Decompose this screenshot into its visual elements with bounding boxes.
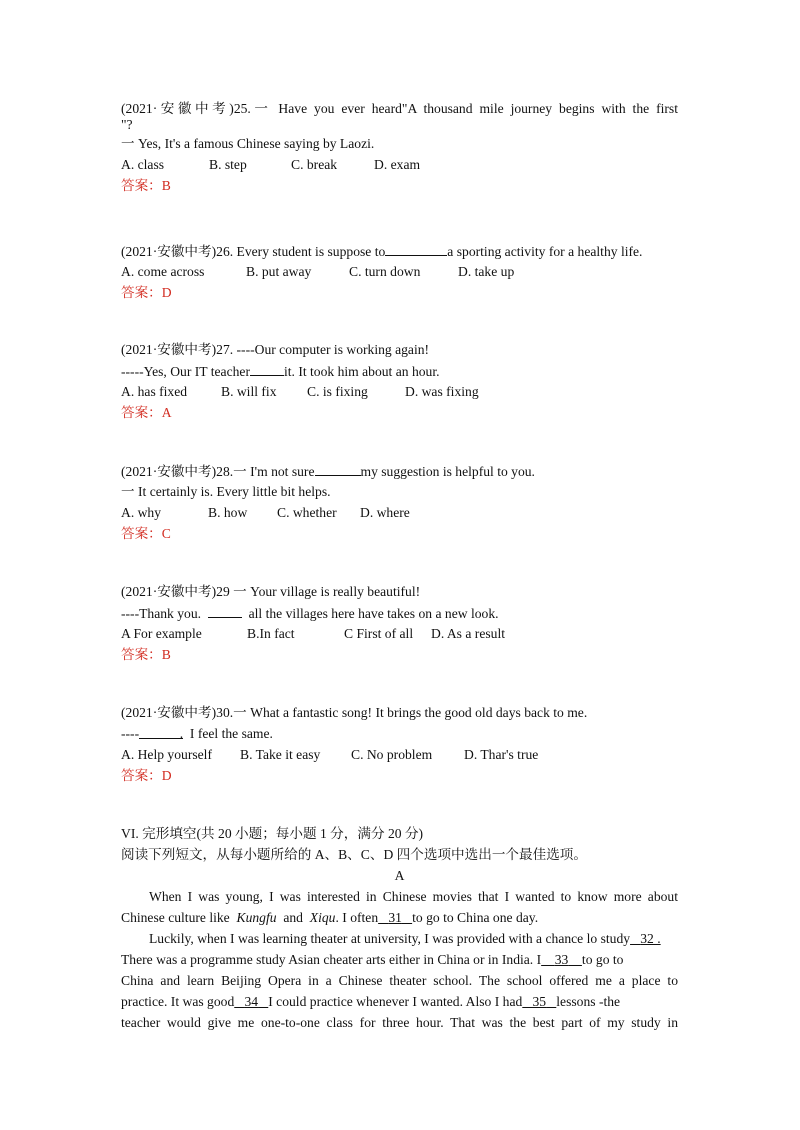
question-28 <box>121 460 678 544</box>
q29-text-post: all the villages here have takes on a new look. <box>248 606 499 621</box>
p1-xiqu: Xiqu <box>309 910 336 925</box>
q30-option-c: C. No problem <box>351 747 433 762</box>
question-29 <box>121 581 678 665</box>
q26-option-a: A. come across <box>121 264 205 279</box>
q25-answer: 答案：B <box>121 178 171 193</box>
q25-line1b: "? <box>121 119 133 132</box>
q29-option-c: C First of all <box>344 626 414 641</box>
q26-text-post: a sporting activity for a healthy life. <box>447 244 643 259</box>
q30-answer: 答案：D <box>121 768 172 783</box>
section-cloze <box>121 823 678 1033</box>
q25-option-d: D. exam <box>374 157 421 172</box>
q25-line1: (2021·安徽中考)25.一 Have you ever heard"A thousand mile journey begins with the first <box>121 101 678 116</box>
blank-35-number: 35 <box>532 994 547 1009</box>
passage-p2-line4 <box>121 991 678 1012</box>
p2-line4-c: lessons -the <box>556 994 621 1009</box>
section-title: VI. 完形填空(共 20 小题；每小题 1 分，满分 20 分) <box>121 826 424 841</box>
q30-option-d: D. Thar's true <box>464 747 539 762</box>
q29-line1: (2021·安徽中考)29 一 Your village is really beautiful! <box>121 584 421 599</box>
q27-line1: (2021·安徽中考)27. ----Our computer is working again! <box>121 342 430 357</box>
blank-32 <box>630 931 661 946</box>
passage-p1-line2 <box>121 907 678 928</box>
q26-answer: 答案：D <box>121 285 172 300</box>
p2-line2-tail: to go to <box>581 952 624 967</box>
passage-p2-line2 <box>121 949 678 970</box>
p2-text-a: Luckily, when I was learning theater at university, I was provided with a chance lo study <box>149 931 631 946</box>
q30-options <box>121 744 678 765</box>
q28-text-pre: (2021·安徽中考)28.一 I'm not sure <box>121 464 315 479</box>
p1-kungfu: Kungfu <box>236 910 277 925</box>
q29-option-b: B.In fact <box>247 626 295 641</box>
q28-option-c: C. whether <box>277 505 337 520</box>
q29-blank <box>208 602 242 618</box>
q30-line2 <box>121 723 678 744</box>
q30-text-pre: ---- <box>121 726 140 741</box>
q26-text-pre: (2021·安徽中考)26. Every student is suppose to <box>121 244 386 259</box>
q29-options <box>121 623 678 644</box>
q30-line1: (2021·安徽中考)30.一 What a fantastic song! It brings the good old days back to me. <box>121 705 588 720</box>
q26-option-c: C. turn down <box>349 264 421 279</box>
q29-answer: 答案：B <box>121 647 171 662</box>
q27-answer: 答案：A <box>121 405 172 420</box>
blank-34-number: 34 <box>244 994 259 1009</box>
q29-text-pre: ----Thank you. <box>121 606 202 621</box>
q29-option-a: A For example <box>121 626 202 641</box>
q26-option-b: B. put away <box>246 264 312 279</box>
p1-text-c: to go to China one day. <box>412 910 539 925</box>
q27-option-a: A. has fixed <box>121 384 188 399</box>
q28-option-d: D. where <box>360 505 410 520</box>
q29-line2 <box>121 602 678 623</box>
passage-p2-line5: teacher would give me one-to-one class for three hour. That was the best part of my study in <box>121 1015 678 1030</box>
p2-line4-b: I could practice whenever I wanted. Also I had <box>268 994 523 1009</box>
q25-line2: 一 Yes, It's a famous Chinese saying by Laozi. <box>121 136 375 151</box>
q30-blank: . <box>139 723 183 739</box>
q27-text-pre: -----Yes, Our IT teacher <box>121 364 250 379</box>
question-25 <box>121 98 678 196</box>
q27-option-c: C. is fixing <box>307 384 368 399</box>
p1-and: and <box>283 910 303 925</box>
q28-line1 <box>121 460 678 481</box>
blank-32-number: 32 . <box>640 931 661 946</box>
question-26 <box>121 240 678 303</box>
q25-option-a: A. class <box>121 157 165 172</box>
p1-text-a: Chinese culture like <box>121 910 230 925</box>
blank-33-number: 33 <box>554 952 569 967</box>
q28-options <box>121 502 678 523</box>
q28-text-post: my suggestion is helpful to you. <box>360 464 535 479</box>
q28-line2: 一 It certainly is. Every little bit helps. <box>121 484 331 499</box>
q27-text-post: it. It took him about an hour. <box>283 364 440 379</box>
q27-blank <box>250 360 284 376</box>
p2-line4-a: practice. It was good <box>121 994 235 1009</box>
q26-blank <box>385 240 447 256</box>
p2-line2-text: There was a programme study Asian cheater arts either in China or in India. I <box>121 952 542 967</box>
blank-34 <box>234 994 268 1009</box>
question-27 <box>121 339 678 423</box>
p1-text-b: . I often <box>335 910 379 925</box>
q26-line1 <box>121 240 678 261</box>
q27-options <box>121 381 678 402</box>
passage-p2-line3: China and learn Beijing Opera in a Chinese theater school. The school offered me a place to <box>121 973 678 988</box>
q26-option-d: D. take up <box>458 264 515 279</box>
question-30 <box>121 702 678 786</box>
q28-option-a: A. why <box>121 505 162 520</box>
passage-p1-line1: When I was young, I was interested in Chinese movies that I wanted to know more about <box>149 889 678 904</box>
blank-35 <box>522 994 556 1009</box>
q29-option-d: D. As a result <box>431 626 506 641</box>
q28-option-b: B. how <box>208 505 248 520</box>
q27-line2 <box>121 360 678 381</box>
q28-answer: 答案：C <box>121 526 171 541</box>
q30-text-post: I feel the same. <box>189 726 273 741</box>
q25-option-c: C. break <box>291 157 338 172</box>
passage-p2-line1 <box>121 928 678 949</box>
passage-label: A <box>394 868 405 883</box>
q27-option-d: D. was fixing <box>405 384 479 399</box>
q28-blank <box>315 460 361 476</box>
q30-option-a: A. Help yourself <box>121 747 212 762</box>
blank-33 <box>541 952 582 967</box>
q25-option-b: B. step <box>209 157 247 172</box>
blank-31 <box>378 910 412 925</box>
blank-31-number: 31 <box>388 910 402 925</box>
q27-option-b: B. will fix <box>221 384 277 399</box>
section-instruction: 阅读下列短文，从每小题所给的 A、B、C、D 四个选项中选出一个最佳选项。 <box>121 847 587 862</box>
q30-option-b: B. Take it easy <box>240 747 321 762</box>
q25-options <box>121 154 678 175</box>
q26-options <box>121 261 678 282</box>
